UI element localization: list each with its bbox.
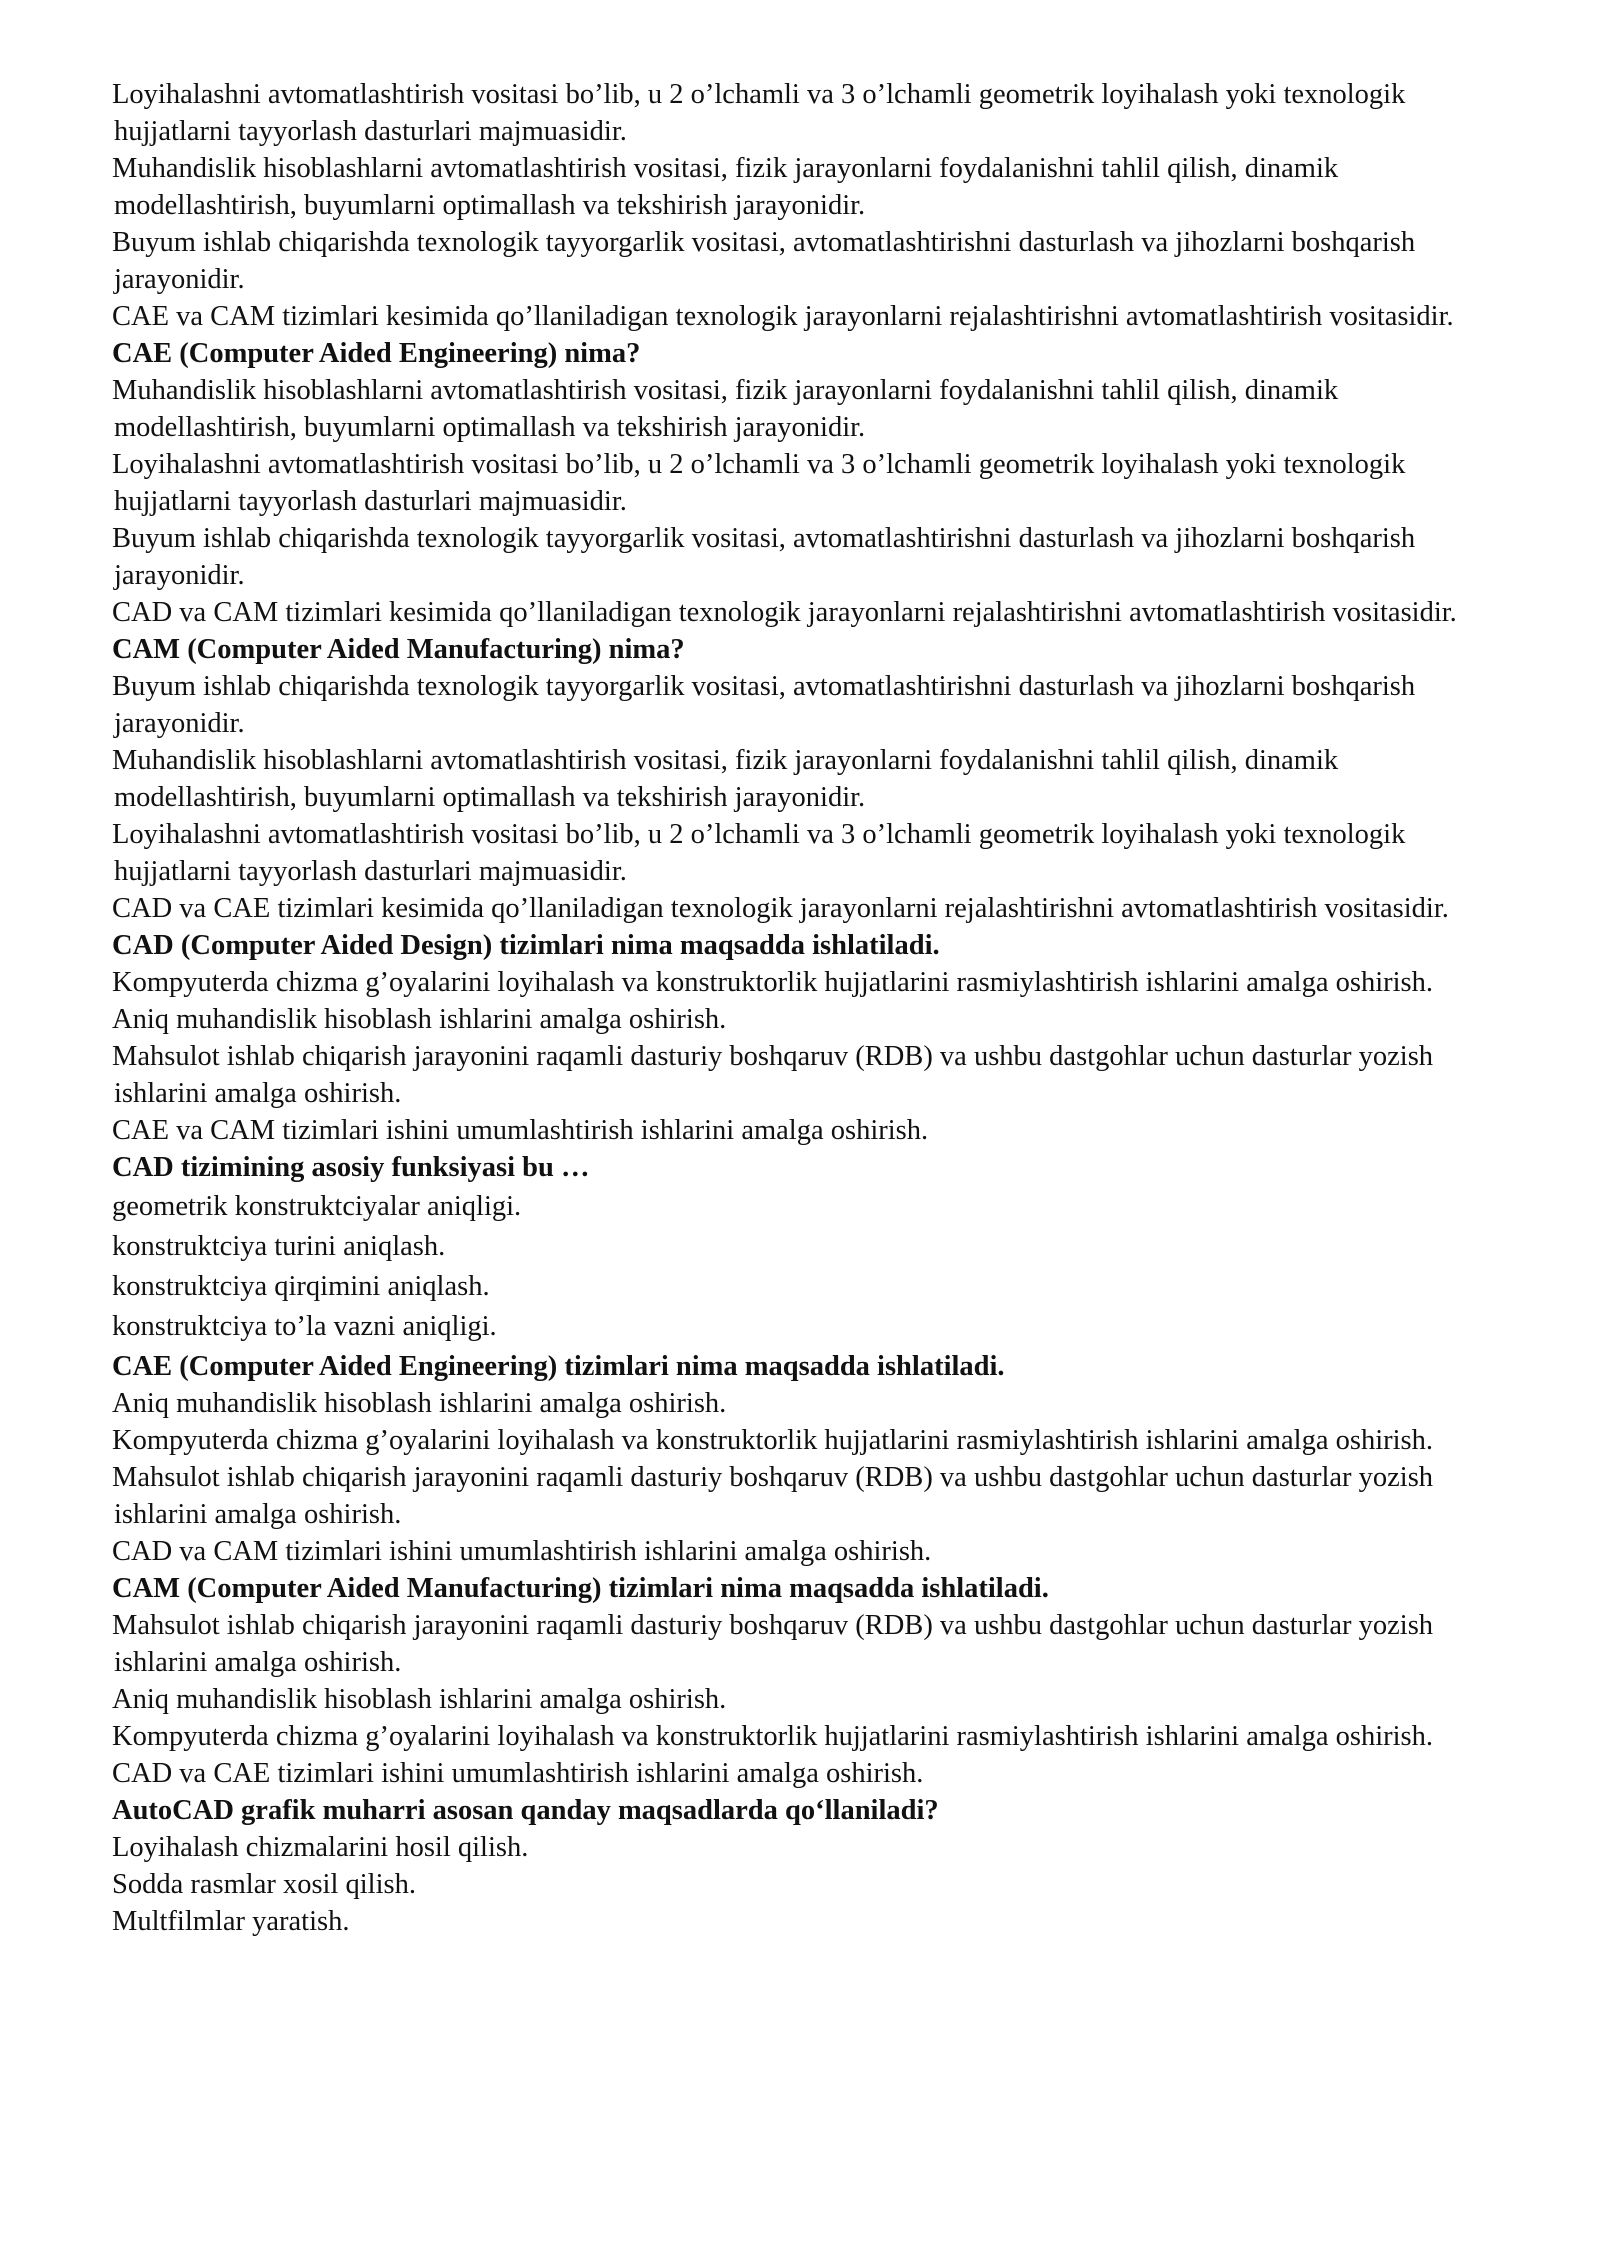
answer-option: Buyum ishlab chiqarishda texnologik tayyorgarlik vositasi, avtomatlashtirishni dasturlash va jihozlarni boshqarish jarayonidir. xyxy=(112,523,1416,591)
answer-option: CAD va CAE tizimlari kesimida qo’llaniladigan texnologik jarayonlarni rejalashtirishni avtomatlashtirish vositasidir. xyxy=(112,893,1449,924)
answer-option: konstruktciya to’la vazni aniqligi. xyxy=(112,1311,497,1342)
answer-option: Loyihalash chizmalarini hosil qilish. xyxy=(112,1832,529,1863)
answer-option: CAD va CAE tizimlari ishini umumlashtirish ishlarini amalga oshirish. xyxy=(112,1758,924,1789)
answer-option: Loyihalashni avtomatlashtirish vositasi bo’lib, u 2 o’lchamli va 3 o’lchamli geometrik loyihalash yoki texnologik hujjatlarni tayyorlash dasturlari majmuasidir. xyxy=(112,79,1406,147)
answer-option: geometrik konstruktciyalar aniqligi. xyxy=(112,1191,522,1222)
answer-option: Buyum ishlab chiqarishda texnologik tayyorgarlik vositasi, avtomatlashtirishni dasturlash va jihozlarni boshqarish jarayonidir. xyxy=(112,671,1416,739)
answer-option: Aniq muhandislik hisoblash ishlarini amalga oshirish. xyxy=(112,1388,727,1419)
answer-option: CAE va CAM tizimlari ishini umumlashtirish ishlarini amalga oshirish. xyxy=(112,1115,929,1146)
answer-option: Mahsulot ishlab chiqarish jarayonini raqamli dasturiy boshqaruv (RDB) va ushbu dastgohlar uchun dasturlar yozish ishlarini amalga oshirish. xyxy=(112,1462,1434,1530)
answer-option: konstruktciya qirqimini aniqlash. xyxy=(112,1271,490,1302)
answer-option: CAD va CAM tizimlari ishini umumlashtirish ishlarini amalga oshirish. xyxy=(112,1536,932,1567)
question-heading: CAD (Computer Aided Design) tizimlari nima maqsadda ishlatiladi. xyxy=(112,930,940,961)
answer-option: Sodda rasmlar xosil qilish. xyxy=(112,1869,416,1900)
answer-option: Multfilmlar yaratish. xyxy=(112,1906,350,1937)
answer-option: Kompyuterda chizma g’oyalarini loyihalash va konstruktorlik hujjatlarini rasmiylashtirish ishlarini amalga oshirish. xyxy=(112,1721,1434,1752)
question-heading: CAM (Computer Aided Manufacturing) nima? xyxy=(112,634,685,665)
answer-option: Mahsulot ishlab chiqarish jarayonini raqamli dasturiy boshqaruv (RDB) va ushbu dastgohlar uchun dasturlar yozish ishlarini amalga oshirish. xyxy=(112,1610,1434,1678)
answer-option: Loyihalashni avtomatlashtirish vositasi bo’lib, u 2 o’lchamli va 3 o’lchamli geometrik loyihalash yoki texnologik hujjatlarni tayyorlash dasturlari majmuasidir. xyxy=(112,449,1406,517)
question-heading: CAD tizimining asosiy funksiyasi bu … xyxy=(112,1152,590,1183)
answer-option: CAE va CAM tizimlari kesimida qo’llaniladigan texnologik jarayonlarni rejalashtirishni avtomatlashtirish vositasidir. xyxy=(112,301,1454,332)
question-heading: AutoCAD grafik muharri asosan qanday maqsadlarda qo‘llaniladi? xyxy=(112,1795,939,1826)
answer-option: Kompyuterda chizma g’oyalarini loyihalash va konstruktorlik hujjatlarini rasmiylashtirish ishlarini amalga oshirish. xyxy=(112,967,1434,998)
answer-option: CAD va CAM tizimlari kesimida qo’llaniladigan texnologik jarayonlarni rejalashtirishni avtomatlashtirish vositasidir. xyxy=(112,597,1457,628)
answer-option: Aniq muhandislik hisoblash ishlarini amalga oshirish. xyxy=(112,1004,727,1035)
answer-option: Muhandislik hisoblashlarni avtomatlashtirish vositasi, fizik jarayonlarni foydalanishni tahlil qilish, dinamik modellashtirish, buyumlarni optimallash va tekshirish jarayonidir. xyxy=(112,375,1339,443)
question-heading: CAE (Computer Aided Engineering) nima? xyxy=(112,338,641,369)
question-heading: CAM (Computer Aided Manufacturing) tizimlari nima maqsadda ishlatiladi. xyxy=(112,1573,1049,1604)
answer-option: Muhandislik hisoblashlarni avtomatlashtirish vositasi, fizik jarayonlarni foydalanishni tahlil qilish, dinamik modellashtirish, buyumlarni optimallash va tekshirish jarayonidir. xyxy=(112,153,1339,221)
answer-option: konstruktciya turini aniqlash. xyxy=(112,1231,446,1262)
answer-option: Muhandislik hisoblashlarni avtomatlashtirish vositasi, fizik jarayonlarni foydalanishni tahlil qilish, dinamik modellashtirish, buyumlarni optimallash va tekshirish jarayonidir. xyxy=(112,745,1339,813)
answer-option: Buyum ishlab chiqarishda texnologik tayyorgarlik vositasi, avtomatlashtirishni dasturlash va jihozlarni boshqarish jarayonidir. xyxy=(112,227,1416,295)
document-page xyxy=(112,76,1512,1940)
question-heading: CAE (Computer Aided Engineering) tizimlari nima maqsadda ishlatiladi. xyxy=(112,1351,1005,1382)
answer-option: Mahsulot ishlab chiqarish jarayonini raqamli dasturiy boshqaruv (RDB) va ushbu dastgohlar uchun dasturlar yozish ishlarini amalga oshirish. xyxy=(112,1041,1434,1109)
answer-option: Loyihalashni avtomatlashtirish vositasi bo’lib, u 2 o’lchamli va 3 o’lchamli geometrik loyihalash yoki texnologik hujjatlarni tayyorlash dasturlari majmuasidir. xyxy=(112,819,1406,887)
answer-option: Aniq muhandislik hisoblash ishlarini amalga oshirish. xyxy=(112,1684,727,1715)
answer-option: Kompyuterda chizma g’oyalarini loyihalash va konstruktorlik hujjatlarini rasmiylashtirish ishlarini amalga oshirish. xyxy=(112,1425,1434,1456)
